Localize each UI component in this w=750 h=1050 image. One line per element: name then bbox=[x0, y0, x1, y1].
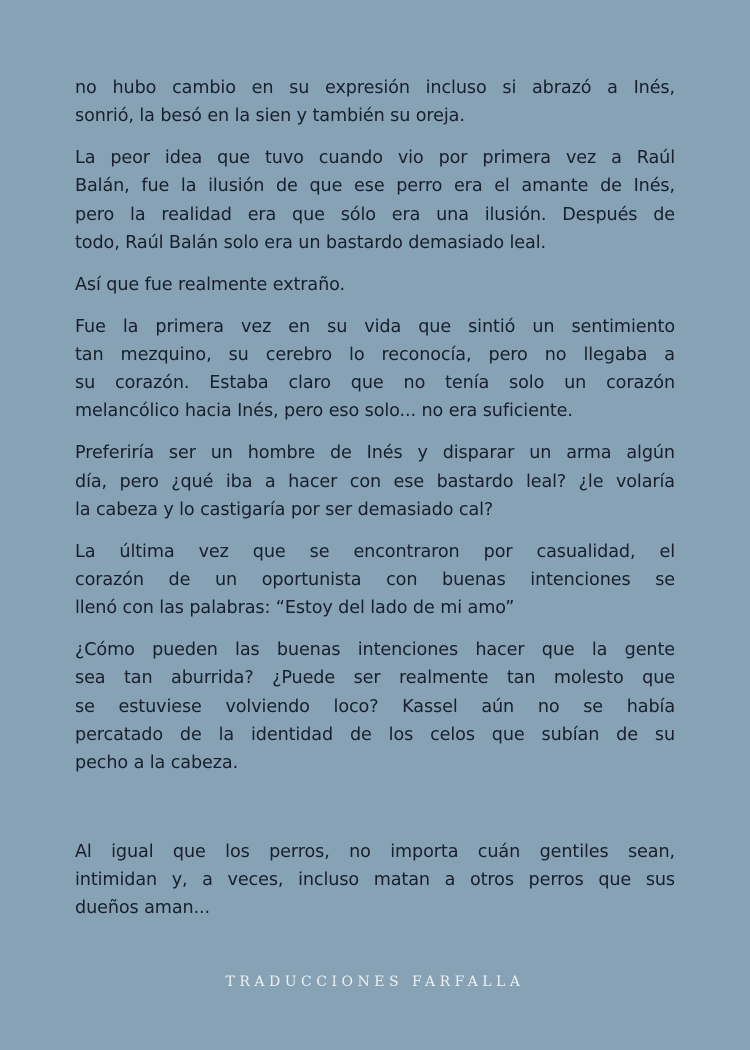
text-line: la cabeza y lo castigaría por ser demasiado cal? bbox=[75, 499, 494, 520]
text-line: La última vez que se encontraron por casualidad, el bbox=[75, 541, 675, 562]
text-line: La peor idea que tuvo cuando vio por primera vez a Raúl bbox=[75, 148, 675, 169]
paragraph bbox=[75, 313, 675, 426]
paragraph bbox=[75, 439, 675, 524]
text-line: día, pero ¿qué iba a hacer con ese bastardo leal? ¿le volaría bbox=[75, 471, 675, 492]
footer-credit: TRADUCCIONES FARFALLA bbox=[225, 974, 525, 990]
text-line: ¿Cómo pueden las buenas intenciones hacer que la gente bbox=[75, 640, 675, 661]
text-line: todo, Raúl Balán solo era un bastardo demasiado leal. bbox=[75, 232, 546, 253]
text-line: dueños aman... bbox=[75, 898, 211, 919]
text-line: su corazón. Estaba claro que no tenía solo un corazón bbox=[75, 373, 675, 394]
text-line: Así que fue realmente extraño. bbox=[75, 274, 345, 295]
text-line: corazón de un oportunista con buenas intenciones se bbox=[75, 569, 675, 590]
text-line: pero la realidad era que sólo era una ilusión. Después de bbox=[75, 204, 675, 225]
text-line: melancólico hacia Inés, pero eso solo... no era suficiente. bbox=[75, 401, 573, 422]
text-line: Fue la primera vez en su vida que sintió un sentimiento bbox=[75, 316, 675, 337]
page-body bbox=[75, 74, 675, 936]
text-line: sonrió, la besó en la sien y también su oreja. bbox=[75, 106, 465, 127]
paragraph bbox=[75, 144, 675, 257]
text-line: percatado de la identidad de los celos que subían de su bbox=[75, 724, 675, 745]
text-line: llenó con las palabras: “Estoy del lado de mi amo” bbox=[75, 598, 515, 619]
text-line: pecho a la cabeza. bbox=[75, 753, 239, 774]
text-line: se estuviese volviendo loco? Kassel aún no se había bbox=[75, 696, 675, 717]
paragraph bbox=[75, 636, 675, 777]
text-line: Balán, fue la ilusión de que ese perro era el amante de Inés, bbox=[75, 176, 675, 197]
text-line: sea tan aburrida? ¿Puede ser realmente tan molesto que bbox=[75, 668, 675, 689]
text-line: Preferiría ser un hombre de Inés y disparar un arma algún bbox=[75, 443, 675, 464]
paragraph bbox=[75, 74, 675, 131]
paragraph bbox=[75, 271, 675, 299]
paragraph bbox=[75, 538, 675, 623]
text-line: tan mezquino, su cerebro lo reconocía, pero no llegaba a bbox=[75, 344, 675, 365]
paragraph bbox=[75, 838, 675, 923]
text-line: Al igual que los perros, no importa cuán gentiles sean, bbox=[75, 841, 675, 862]
text-line: no hubo cambio en su expresión incluso si abrazó a Inés, bbox=[75, 78, 675, 98]
text-line: intimidan y, a veces, incluso matan a otros perros que sus bbox=[75, 869, 675, 890]
